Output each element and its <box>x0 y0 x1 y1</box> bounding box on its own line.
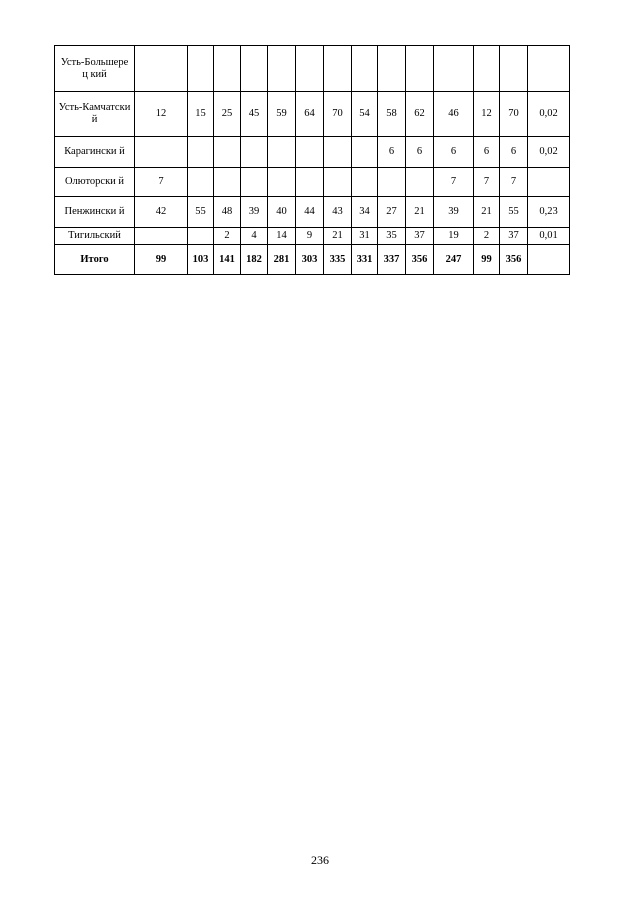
value-cell: 21 <box>474 197 500 228</box>
district-cell: Карагински й <box>55 137 135 168</box>
value-cell: 31 <box>352 228 378 245</box>
value-cell <box>352 137 378 168</box>
value-cell: 35 <box>378 228 406 245</box>
total-label: Итого <box>55 245 135 275</box>
table-row <box>55 228 570 245</box>
value-cell <box>528 168 570 197</box>
value-cell <box>214 168 241 197</box>
value-cell: 62 <box>406 92 434 137</box>
value-cell: 7 <box>474 168 500 197</box>
district-cell: Тигильский <box>55 228 135 245</box>
table-row <box>55 137 570 168</box>
value-cell: 39 <box>434 197 474 228</box>
value-cell: 43 <box>324 197 352 228</box>
value-cell: 19 <box>434 228 474 245</box>
value-cell: 12 <box>474 92 500 137</box>
district-cell: Усть-Большерец кий <box>55 46 135 92</box>
value-cell: 6 <box>434 137 474 168</box>
total-row <box>55 245 570 275</box>
value-cell <box>474 46 500 92</box>
value-cell <box>214 46 241 92</box>
total-cell: 356 <box>500 245 528 275</box>
value-cell: 21 <box>324 228 352 245</box>
table-body <box>55 46 570 275</box>
value-cell <box>296 168 324 197</box>
value-cell: 46 <box>434 92 474 137</box>
total-cell: 99 <box>474 245 500 275</box>
value-cell: 21 <box>406 197 434 228</box>
value-cell: 37 <box>406 228 434 245</box>
total-cell: 99 <box>135 245 188 275</box>
value-cell <box>406 46 434 92</box>
value-cell: 55 <box>188 197 214 228</box>
total-cell <box>528 245 570 275</box>
value-cell: 45 <box>241 92 268 137</box>
total-cell: 356 <box>406 245 434 275</box>
value-cell <box>135 137 188 168</box>
value-cell: 7 <box>500 168 528 197</box>
value-cell <box>188 168 214 197</box>
value-cell <box>188 46 214 92</box>
value-cell <box>434 46 474 92</box>
value-cell: 44 <box>296 197 324 228</box>
table-row <box>55 46 570 92</box>
page-number: 236 <box>311 853 329 867</box>
value-cell: 48 <box>214 197 241 228</box>
value-cell: 6 <box>474 137 500 168</box>
value-cell: 39 <box>241 197 268 228</box>
district-cell: Усть-Камчатски й <box>55 92 135 137</box>
value-cell: 64 <box>296 92 324 137</box>
table-row <box>55 197 570 228</box>
value-cell: 0,23 <box>528 197 570 228</box>
total-cell: 103 <box>188 245 214 275</box>
value-cell <box>296 137 324 168</box>
total-cell: 247 <box>434 245 474 275</box>
table-row <box>55 168 570 197</box>
value-cell <box>241 168 268 197</box>
value-cell <box>135 46 188 92</box>
value-cell <box>135 228 188 245</box>
value-cell: 6 <box>500 137 528 168</box>
value-cell: 0,01 <box>528 228 570 245</box>
total-cell: 331 <box>352 245 378 275</box>
value-cell: 7 <box>434 168 474 197</box>
value-cell: 70 <box>324 92 352 137</box>
value-cell <box>268 137 296 168</box>
value-cell: 6 <box>406 137 434 168</box>
value-cell: 0,02 <box>528 92 570 137</box>
value-cell: 7 <box>135 168 188 197</box>
value-cell: 37 <box>500 228 528 245</box>
value-cell: 34 <box>352 197 378 228</box>
total-cell: 281 <box>268 245 296 275</box>
value-cell <box>324 168 352 197</box>
district-cell: Пенжински й <box>55 197 135 228</box>
total-cell: 335 <box>324 245 352 275</box>
value-cell: 58 <box>378 92 406 137</box>
data-table <box>54 45 570 275</box>
value-cell <box>352 168 378 197</box>
value-cell: 2 <box>214 228 241 245</box>
value-cell <box>324 137 352 168</box>
value-cell <box>296 46 324 92</box>
value-cell <box>214 137 241 168</box>
value-cell: 42 <box>135 197 188 228</box>
value-cell: 59 <box>268 92 296 137</box>
district-cell: Олюторски й <box>55 168 135 197</box>
value-cell <box>352 46 378 92</box>
value-cell: 2 <box>474 228 500 245</box>
value-cell <box>324 46 352 92</box>
value-cell <box>268 168 296 197</box>
value-cell: 25 <box>214 92 241 137</box>
value-cell <box>378 46 406 92</box>
value-cell: 27 <box>378 197 406 228</box>
value-cell: 0,02 <box>528 137 570 168</box>
total-cell: 303 <box>296 245 324 275</box>
value-cell: 70 <box>500 92 528 137</box>
value-cell: 14 <box>268 228 296 245</box>
value-cell <box>241 137 268 168</box>
value-cell: 15 <box>188 92 214 137</box>
value-cell: 54 <box>352 92 378 137</box>
value-cell <box>378 168 406 197</box>
value-cell: 12 <box>135 92 188 137</box>
value-cell <box>188 137 214 168</box>
total-cell: 337 <box>378 245 406 275</box>
value-cell <box>528 46 570 92</box>
total-cell: 141 <box>214 245 241 275</box>
total-cell: 182 <box>241 245 268 275</box>
value-cell: 6 <box>378 137 406 168</box>
value-cell <box>268 46 296 92</box>
value-cell: 4 <box>241 228 268 245</box>
value-cell <box>500 46 528 92</box>
value-cell: 40 <box>268 197 296 228</box>
value-cell <box>406 168 434 197</box>
value-cell: 55 <box>500 197 528 228</box>
table-row <box>55 92 570 137</box>
value-cell <box>188 228 214 245</box>
value-cell: 9 <box>296 228 324 245</box>
value-cell <box>241 46 268 92</box>
